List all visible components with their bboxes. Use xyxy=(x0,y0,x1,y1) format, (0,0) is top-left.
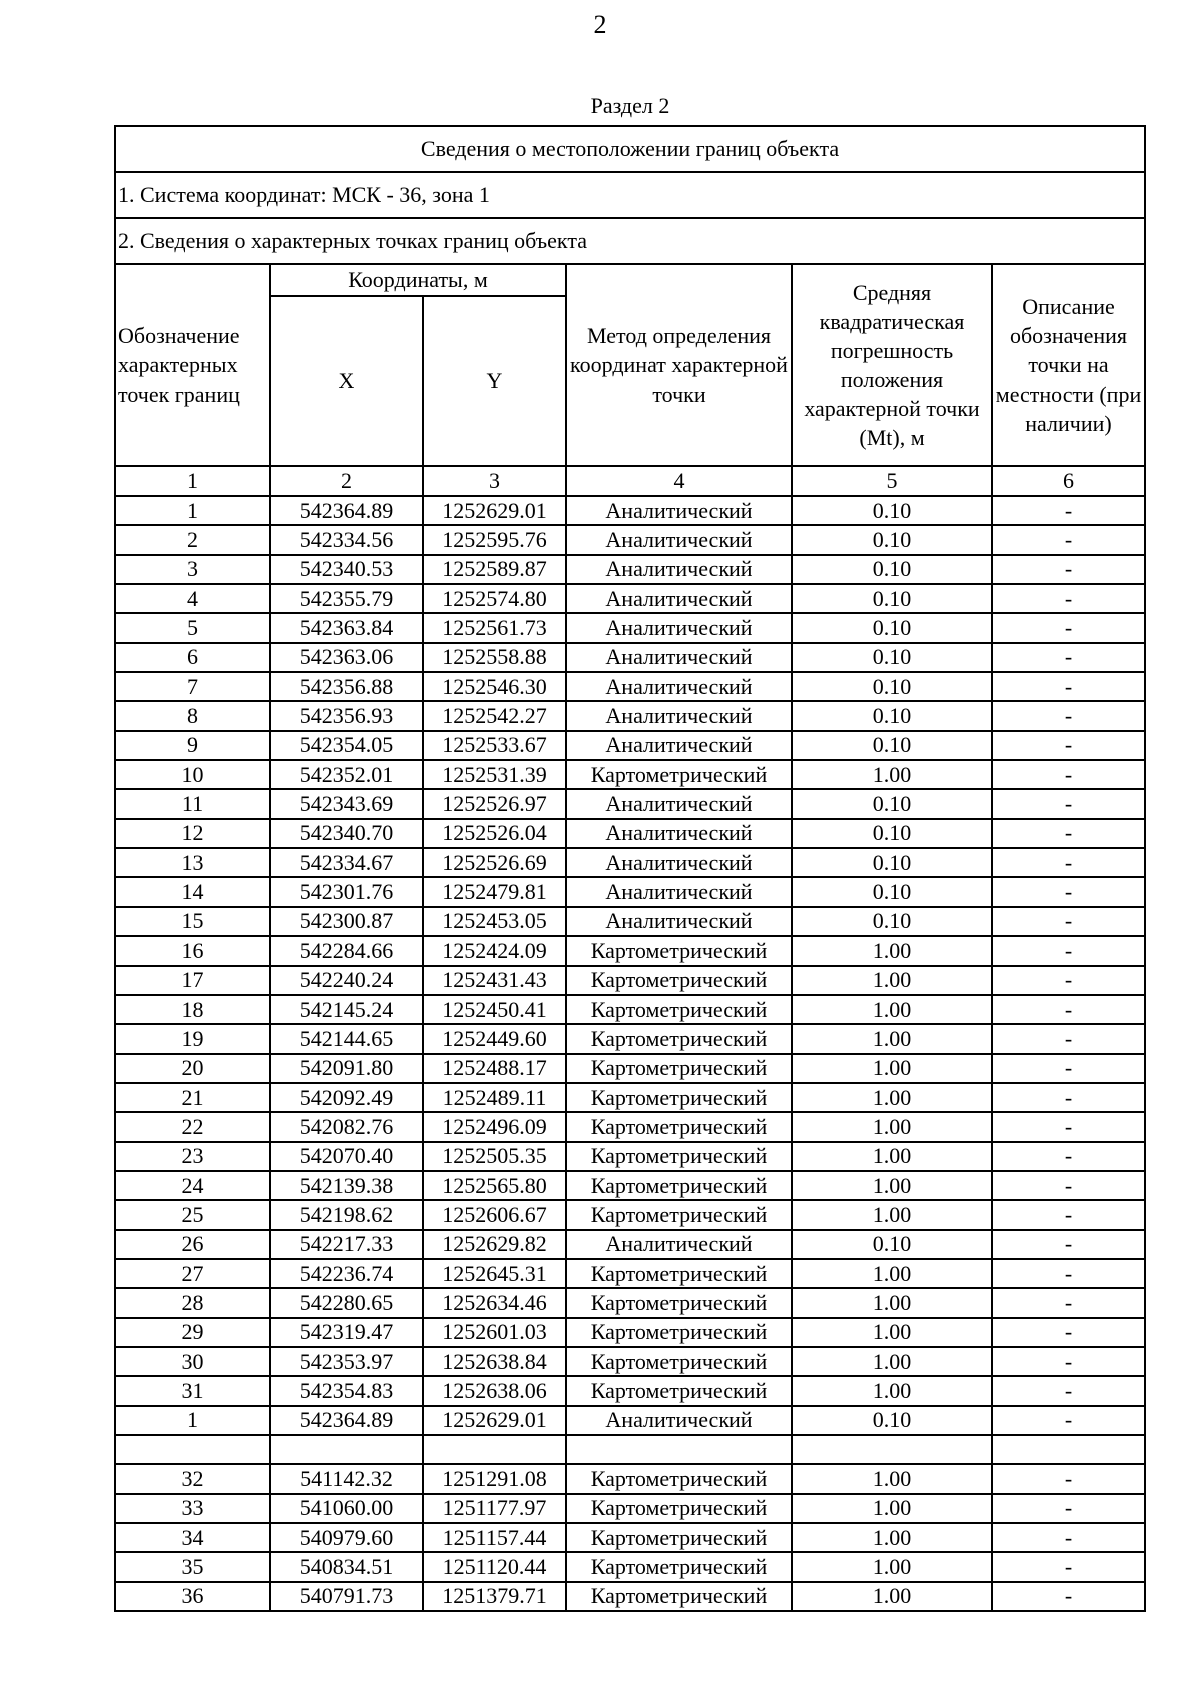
point-id-cell: 31 xyxy=(115,1376,270,1405)
point-id-cell: 8 xyxy=(115,701,270,730)
column-number: 5 xyxy=(792,466,992,496)
description-cell: - xyxy=(992,672,1145,701)
coord-y-cell: 1252589.87 xyxy=(423,555,566,584)
point-id-cell: 2 xyxy=(115,525,270,554)
mean-error-cell: 0.10 xyxy=(792,907,992,936)
mean-error-cell xyxy=(792,1435,992,1464)
description-cell: - xyxy=(992,701,1145,730)
mean-error-cell: 0.10 xyxy=(792,584,992,613)
description-cell: - xyxy=(992,789,1145,818)
table-row xyxy=(115,1142,1145,1171)
coord-x-cell: 542145.24 xyxy=(270,995,423,1024)
mean-error-cell: 1.00 xyxy=(792,1024,992,1053)
coord-x-cell: 542356.93 xyxy=(270,701,423,730)
mean-error-cell: 0.10 xyxy=(792,672,992,701)
method-cell: Аналитический xyxy=(566,877,792,906)
coord-y-cell: 1252526.04 xyxy=(423,819,566,848)
coord-x-cell: 542217.33 xyxy=(270,1230,423,1259)
description-cell: - xyxy=(992,1464,1145,1493)
coord-x-cell: 542364.89 xyxy=(270,496,423,525)
coord-y-cell: 1252505.35 xyxy=(423,1142,566,1171)
table-row xyxy=(115,966,1145,995)
mean-error-cell: 0.10 xyxy=(792,877,992,906)
coord-x-cell: 542284.66 xyxy=(270,936,423,965)
point-id-cell: 6 xyxy=(115,643,270,672)
description-cell: - xyxy=(992,584,1145,613)
table-title-row xyxy=(115,126,1145,172)
coord-y-cell: 1252526.69 xyxy=(423,848,566,877)
mean-error-cell: 1.00 xyxy=(792,1523,992,1552)
table-row xyxy=(115,789,1145,818)
method-cell: Аналитический xyxy=(566,643,792,672)
mean-error-cell: 1.00 xyxy=(792,760,992,789)
header-x: X xyxy=(270,296,423,466)
method-cell: Аналитический xyxy=(566,731,792,760)
description-cell: - xyxy=(992,1083,1145,1112)
method-cell: Аналитический xyxy=(566,907,792,936)
description-cell: - xyxy=(992,613,1145,642)
table-row xyxy=(115,1083,1145,1112)
description-cell xyxy=(992,1435,1145,1464)
point-id-cell: 13 xyxy=(115,848,270,877)
coord-y-cell: 1252453.05 xyxy=(423,907,566,936)
section-title: Раздел 2 xyxy=(590,93,670,118)
header-designation: Обозначение характерных точек границ xyxy=(115,264,270,466)
table-row xyxy=(115,1259,1145,1288)
column-number: 2 xyxy=(270,466,423,496)
mean-error-cell: 0.10 xyxy=(792,525,992,554)
description-cell: - xyxy=(992,760,1145,789)
description-cell: - xyxy=(992,1347,1145,1376)
points-info: 2. Сведения о характерных точках границ объекта xyxy=(115,218,1145,264)
header-row-1 xyxy=(115,264,1145,296)
point-id-cell: 35 xyxy=(115,1552,270,1581)
coord-x-cell: 542236.74 xyxy=(270,1259,423,1288)
point-id-cell: 12 xyxy=(115,819,270,848)
coord-y-cell: 1252601.03 xyxy=(423,1318,566,1347)
method-cell: Аналитический xyxy=(566,819,792,848)
coord-y-cell: 1252533.67 xyxy=(423,731,566,760)
header-y: Y xyxy=(423,296,566,466)
coord-x-cell: 540791.73 xyxy=(270,1582,423,1611)
mean-error-cell: 1.00 xyxy=(792,936,992,965)
coord-x-cell: 542354.05 xyxy=(270,731,423,760)
point-id-cell: 17 xyxy=(115,966,270,995)
point-id-cell: 21 xyxy=(115,1083,270,1112)
method-cell xyxy=(566,1435,792,1464)
method-cell: Аналитический xyxy=(566,701,792,730)
description-cell: - xyxy=(992,907,1145,936)
coord-x-cell: 542240.24 xyxy=(270,966,423,995)
method-cell: Картометрический xyxy=(566,1318,792,1347)
coord-y-cell: 1252574.80 xyxy=(423,584,566,613)
method-cell: Аналитический xyxy=(566,584,792,613)
method-cell: Аналитический xyxy=(566,848,792,877)
point-id-cell: 16 xyxy=(115,936,270,965)
table-row xyxy=(115,1552,1145,1581)
description-cell: - xyxy=(992,966,1145,995)
header-coordinates: Координаты, м xyxy=(270,264,566,296)
table-row xyxy=(115,1318,1145,1347)
points-info-row xyxy=(115,218,1145,264)
point-id-cell: 15 xyxy=(115,907,270,936)
mean-error-cell: 1.00 xyxy=(792,1083,992,1112)
method-cell: Картометрический xyxy=(566,995,792,1024)
mean-error-cell: 0.10 xyxy=(792,1406,992,1435)
mean-error-cell: 1.00 xyxy=(792,995,992,1024)
description-cell: - xyxy=(992,1318,1145,1347)
method-cell: Картометрический xyxy=(566,1552,792,1581)
description-cell: - xyxy=(992,1259,1145,1288)
column-number: 6 xyxy=(992,466,1145,496)
point-id-cell: 36 xyxy=(115,1582,270,1611)
table-title: Сведения о местоположении границ объекта xyxy=(115,126,1145,172)
mean-error-cell: 0.10 xyxy=(792,848,992,877)
method-cell: Картометрический xyxy=(566,1024,792,1053)
coord-x-cell: 541142.32 xyxy=(270,1464,423,1493)
table-row xyxy=(115,1171,1145,1200)
point-id-cell: 23 xyxy=(115,1142,270,1171)
mean-error-cell: 0.10 xyxy=(792,731,992,760)
coord-y-cell: 1252629.82 xyxy=(423,1230,566,1259)
coord-y-cell: 1252542.27 xyxy=(423,701,566,730)
method-cell: Картометрический xyxy=(566,760,792,789)
boundary-points-table xyxy=(114,125,1146,1612)
coord-y-cell: 1252606.67 xyxy=(423,1200,566,1229)
point-id-cell: 11 xyxy=(115,789,270,818)
point-id-cell: 26 xyxy=(115,1230,270,1259)
mean-error-cell: 0.10 xyxy=(792,613,992,642)
description-cell: - xyxy=(992,1376,1145,1405)
table-row xyxy=(115,1494,1145,1523)
mean-error-cell: 0.10 xyxy=(792,1230,992,1259)
coord-y-cell: 1252488.17 xyxy=(423,1054,566,1083)
coord-y-cell: 1252496.09 xyxy=(423,1112,566,1141)
table-row xyxy=(115,1464,1145,1493)
method-cell: Картометрический xyxy=(566,1142,792,1171)
point-id-cell xyxy=(115,1435,270,1464)
table-row xyxy=(115,1230,1145,1259)
method-cell: Аналитический xyxy=(566,613,792,642)
mean-error-cell: 1.00 xyxy=(792,1142,992,1171)
table-row xyxy=(115,1200,1145,1229)
coord-y-cell: 1252531.39 xyxy=(423,760,566,789)
coord-y-cell: 1252450.41 xyxy=(423,995,566,1024)
method-cell: Картометрический xyxy=(566,1523,792,1552)
coord-x-cell: 542355.79 xyxy=(270,584,423,613)
table-row xyxy=(115,525,1145,554)
mean-error-cell: 1.00 xyxy=(792,1259,992,1288)
point-id-cell: 24 xyxy=(115,1171,270,1200)
coord-x-cell: 542334.67 xyxy=(270,848,423,877)
method-cell: Аналитический xyxy=(566,496,792,525)
coord-x-cell: 542082.76 xyxy=(270,1112,423,1141)
coord-y-cell: 1251120.44 xyxy=(423,1552,566,1581)
description-cell: - xyxy=(992,995,1145,1024)
method-cell: Картометрический xyxy=(566,966,792,995)
method-cell: Картометрический xyxy=(566,1112,792,1141)
coord-x-cell: 542340.70 xyxy=(270,819,423,848)
mean-error-cell: 1.00 xyxy=(792,1552,992,1581)
point-id-cell: 27 xyxy=(115,1259,270,1288)
method-cell: Аналитический xyxy=(566,555,792,584)
table-row xyxy=(115,672,1145,701)
column-numbers-row xyxy=(115,466,1145,496)
coord-x-cell: 542352.01 xyxy=(270,760,423,789)
coord-x-cell: 542280.65 xyxy=(270,1288,423,1317)
description-cell: - xyxy=(992,1494,1145,1523)
coord-x-cell: 542343.69 xyxy=(270,789,423,818)
description-cell: - xyxy=(992,848,1145,877)
description-cell: - xyxy=(992,1230,1145,1259)
description-cell: - xyxy=(992,1054,1145,1083)
table-row xyxy=(115,555,1145,584)
point-id-cell: 22 xyxy=(115,1112,270,1141)
method-cell: Аналитический xyxy=(566,789,792,818)
point-id-cell: 10 xyxy=(115,760,270,789)
mean-error-cell: 1.00 xyxy=(792,1112,992,1141)
point-id-cell: 5 xyxy=(115,613,270,642)
coord-y-cell: 1252561.73 xyxy=(423,613,566,642)
method-cell: Картометрический xyxy=(566,1288,792,1317)
table-row xyxy=(115,1288,1145,1317)
coord-y-cell: 1251379.71 xyxy=(423,1582,566,1611)
description-cell: - xyxy=(992,1024,1145,1053)
coord-y-cell: 1252479.81 xyxy=(423,877,566,906)
coord-y-cell: 1252565.80 xyxy=(423,1171,566,1200)
mean-error-cell: 1.00 xyxy=(792,1494,992,1523)
point-id-cell: 20 xyxy=(115,1054,270,1083)
coord-x-cell: 542144.65 xyxy=(270,1024,423,1053)
method-cell: Аналитический xyxy=(566,525,792,554)
description-cell: - xyxy=(992,1552,1145,1581)
coord-x-cell xyxy=(270,1435,423,1464)
mean-error-cell: 1.00 xyxy=(792,1582,992,1611)
column-number: 3 xyxy=(423,466,566,496)
coord-x-cell: 542353.97 xyxy=(270,1347,423,1376)
description-cell: - xyxy=(992,1142,1145,1171)
coord-x-cell: 542139.38 xyxy=(270,1171,423,1200)
method-cell: Картометрический xyxy=(566,936,792,965)
coord-y-cell: 1252526.97 xyxy=(423,789,566,818)
table-row-separator xyxy=(115,1435,1145,1464)
mean-error-cell: 1.00 xyxy=(792,1318,992,1347)
description-cell: - xyxy=(992,1288,1145,1317)
description-cell: - xyxy=(992,555,1145,584)
table-row xyxy=(115,1112,1145,1141)
point-id-cell: 14 xyxy=(115,877,270,906)
coord-y-cell: 1252629.01 xyxy=(423,1406,566,1435)
description-cell: - xyxy=(992,1406,1145,1435)
table-row xyxy=(115,584,1145,613)
method-cell: Картометрический xyxy=(566,1582,792,1611)
coord-y-cell: 1252449.60 xyxy=(423,1024,566,1053)
column-number: 1 xyxy=(115,466,270,496)
coord-y-cell: 1252645.31 xyxy=(423,1259,566,1288)
mean-error-cell: 1.00 xyxy=(792,1200,992,1229)
coord-y-cell: 1251291.08 xyxy=(423,1464,566,1493)
coord-x-cell: 542091.80 xyxy=(270,1054,423,1083)
table-row xyxy=(115,877,1145,906)
point-id-cell: 29 xyxy=(115,1318,270,1347)
method-cell: Картометрический xyxy=(566,1347,792,1376)
coord-y-cell: 1252546.30 xyxy=(423,672,566,701)
table-row xyxy=(115,907,1145,936)
coord-x-cell: 541060.00 xyxy=(270,1494,423,1523)
description-cell: - xyxy=(992,1582,1145,1611)
table-row xyxy=(115,701,1145,730)
coord-x-cell: 542334.56 xyxy=(270,525,423,554)
point-id-cell: 4 xyxy=(115,584,270,613)
coord-x-cell: 542363.06 xyxy=(270,643,423,672)
coord-y-cell: 1252638.06 xyxy=(423,1376,566,1405)
mean-error-cell: 0.10 xyxy=(792,701,992,730)
coord-y-cell xyxy=(423,1435,566,1464)
table-row xyxy=(115,643,1145,672)
point-id-cell: 32 xyxy=(115,1464,270,1493)
table-row xyxy=(115,496,1145,525)
method-cell: Картометрический xyxy=(566,1494,792,1523)
mean-error-cell: 1.00 xyxy=(792,1376,992,1405)
coord-x-cell: 542092.49 xyxy=(270,1083,423,1112)
point-id-cell: 9 xyxy=(115,731,270,760)
mean-error-cell: 0.10 xyxy=(792,819,992,848)
coord-y-cell: 1252558.88 xyxy=(423,643,566,672)
description-cell: - xyxy=(992,819,1145,848)
coord-x-cell: 542340.53 xyxy=(270,555,423,584)
table-row xyxy=(115,1406,1145,1435)
coord-y-cell: 1252431.43 xyxy=(423,966,566,995)
description-cell: - xyxy=(992,731,1145,760)
header-method: Метод определения координат характерной точки xyxy=(566,264,792,466)
point-id-cell: 25 xyxy=(115,1200,270,1229)
table-body xyxy=(115,126,1145,1611)
method-cell: Картометрический xyxy=(566,1171,792,1200)
mean-error-cell: 0.10 xyxy=(792,789,992,818)
table-row xyxy=(115,848,1145,877)
mean-error-cell: 1.00 xyxy=(792,1288,992,1317)
point-id-cell: 1 xyxy=(115,496,270,525)
mean-error-cell: 1.00 xyxy=(792,1171,992,1200)
mean-error-cell: 1.00 xyxy=(792,966,992,995)
mean-error-cell: 1.00 xyxy=(792,1464,992,1493)
header-error: Средняя квадратическая погрешность положения характерной точки (Mt), м xyxy=(792,264,992,466)
table-row xyxy=(115,613,1145,642)
coord-y-cell: 1252634.46 xyxy=(423,1288,566,1317)
method-cell: Картометрический xyxy=(566,1083,792,1112)
mean-error-cell: 1.00 xyxy=(792,1054,992,1083)
coord-y-cell: 1252595.76 xyxy=(423,525,566,554)
point-id-cell: 30 xyxy=(115,1347,270,1376)
table-row xyxy=(115,819,1145,848)
description-cell: - xyxy=(992,877,1145,906)
method-cell: Аналитический xyxy=(566,1406,792,1435)
point-id-cell: 33 xyxy=(115,1494,270,1523)
coord-y-cell: 1251157.44 xyxy=(423,1523,566,1552)
coord-y-cell: 1252424.09 xyxy=(423,936,566,965)
description-cell: - xyxy=(992,496,1145,525)
point-id-cell: 3 xyxy=(115,555,270,584)
coord-x-cell: 542070.40 xyxy=(270,1142,423,1171)
coord-x-cell: 542364.89 xyxy=(270,1406,423,1435)
coord-x-cell: 540979.60 xyxy=(270,1523,423,1552)
point-id-cell: 18 xyxy=(115,995,270,1024)
method-cell: Аналитический xyxy=(566,1230,792,1259)
coord-y-cell: 1252629.01 xyxy=(423,496,566,525)
coord-x-cell: 542363.84 xyxy=(270,613,423,642)
mean-error-cell: 0.10 xyxy=(792,496,992,525)
coord-x-cell: 540834.51 xyxy=(270,1552,423,1581)
coord-x-cell: 542300.87 xyxy=(270,907,423,936)
point-id-cell: 1 xyxy=(115,1406,270,1435)
mean-error-cell: 1.00 xyxy=(792,1347,992,1376)
table-row xyxy=(115,1582,1145,1611)
method-cell: Аналитический xyxy=(566,672,792,701)
table-row xyxy=(115,731,1145,760)
point-id-cell: 34 xyxy=(115,1523,270,1552)
coord-x-cell: 542198.62 xyxy=(270,1200,423,1229)
coord-y-cell: 1251177.97 xyxy=(423,1494,566,1523)
description-cell: - xyxy=(992,936,1145,965)
coord-x-cell: 542356.88 xyxy=(270,672,423,701)
method-cell: Картометрический xyxy=(566,1054,792,1083)
description-cell: - xyxy=(992,525,1145,554)
table-row xyxy=(115,995,1145,1024)
table-row xyxy=(115,1523,1145,1552)
point-id-cell: 19 xyxy=(115,1024,270,1053)
description-cell: - xyxy=(992,1112,1145,1141)
method-cell: Картометрический xyxy=(566,1259,792,1288)
description-cell: - xyxy=(992,643,1145,672)
description-cell: - xyxy=(992,1171,1145,1200)
table-row xyxy=(115,760,1145,789)
point-id-cell: 7 xyxy=(115,672,270,701)
description-cell: - xyxy=(992,1200,1145,1229)
page-number: 2 xyxy=(593,10,607,39)
coord-x-cell: 542354.83 xyxy=(270,1376,423,1405)
coord-x-cell: 542301.76 xyxy=(270,877,423,906)
coordinate-system: 1. Система координат: МСК - 36, зона 1 xyxy=(115,172,1145,218)
table-row xyxy=(115,1024,1145,1053)
method-cell: Картометрический xyxy=(566,1200,792,1229)
mean-error-cell: 0.10 xyxy=(792,643,992,672)
table-row xyxy=(115,1347,1145,1376)
point-id-cell: 28 xyxy=(115,1288,270,1317)
column-number: 4 xyxy=(566,466,792,496)
coord-y-cell: 1252638.84 xyxy=(423,1347,566,1376)
coord-y-cell: 1252489.11 xyxy=(423,1083,566,1112)
table-row xyxy=(115,1376,1145,1405)
mean-error-cell: 0.10 xyxy=(792,555,992,584)
description-cell: - xyxy=(992,1523,1145,1552)
method-cell: Картометрический xyxy=(566,1376,792,1405)
coord-x-cell: 542319.47 xyxy=(270,1318,423,1347)
coordinate-system-row xyxy=(115,172,1145,218)
table-row xyxy=(115,936,1145,965)
table-row xyxy=(115,1054,1145,1083)
header-description: Описание обозначения точки на местности (при наличии) xyxy=(992,264,1145,466)
method-cell: Картометрический xyxy=(566,1464,792,1493)
